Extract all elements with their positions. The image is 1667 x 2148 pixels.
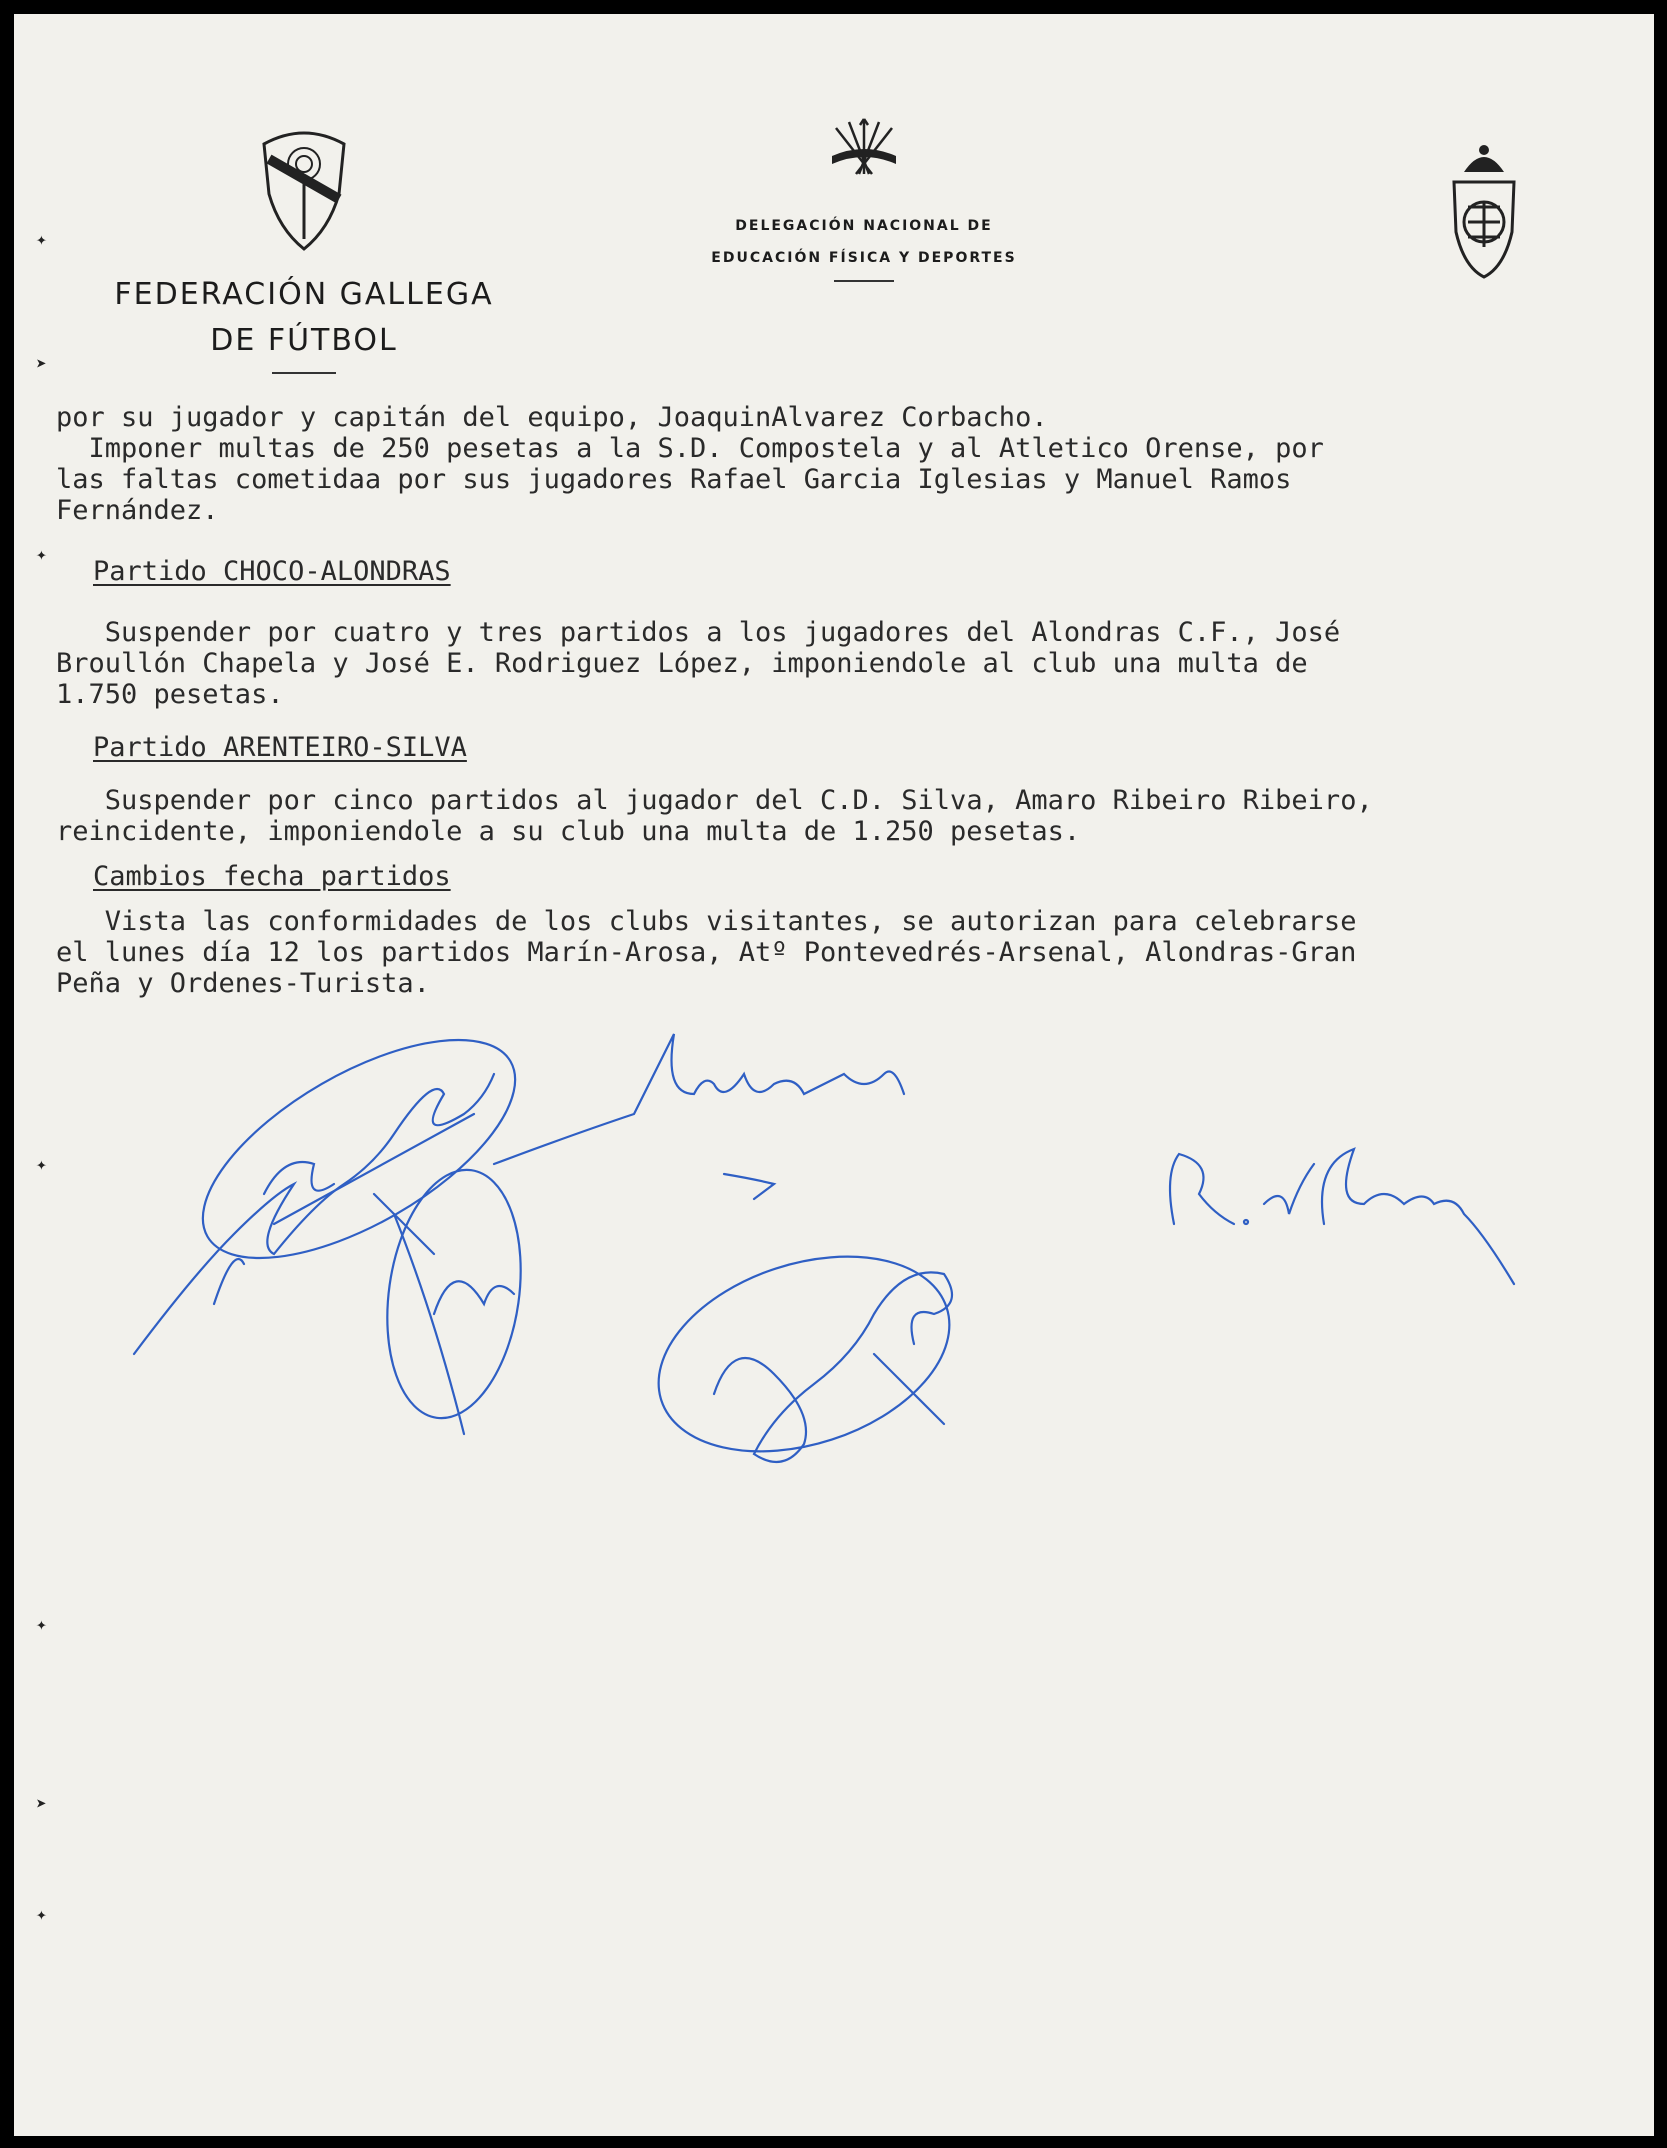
margin-mark: ✦: [36, 1904, 47, 1925]
section-heading-cambios-fecha: Cambios fecha partidos: [93, 861, 451, 892]
text-line: reincidente, imponiendole a su club una multa de 1.250 pesetas.: [56, 816, 1081, 847]
federation-name-line1: FEDERACIÓN GALLEGA: [114, 277, 494, 312]
section-heading-arenteiro-silva: Partido ARENTEIRO-SILVA: [93, 732, 467, 763]
text-line: el lunes día 12 los partidos Marín-Arosa, Atº Pontevedrés-Arsenal, Alondras-Gran: [56, 937, 1357, 968]
federation-name-line2: DE FÚTBOL: [210, 323, 398, 358]
text-line: 1.750 pesetas.: [56, 679, 284, 710]
section-heading-choco-alondras: Partido CHOCO-ALONDRAS: [93, 556, 451, 587]
margin-mark: ✦: [36, 1154, 47, 1175]
text-line: Suspender por cinco partidos al jugador del C.D. Silva, Amaro Ribeiro Ribeiro,: [56, 785, 1373, 816]
text-line: Fernández.: [56, 495, 219, 526]
delegation-line2: EDUCACIÓN FÍSICA Y DEPORTES: [711, 250, 1017, 266]
delegation-line1: DELEGACIÓN NACIONAL DE: [735, 218, 993, 234]
margin-mark: ✦: [36, 544, 47, 565]
text-line: Peña y Ordenes-Turista.: [56, 968, 430, 999]
text-line: Broullón Chapela y José E. Rodriguez López, imponiendole al club una multa de: [56, 648, 1308, 679]
text-line: Imponer multas de 250 pesetas a la S.D. Compostela y al Atletico Orense, por: [56, 433, 1324, 464]
text-line: Vista las conformidades de los clubs visitantes, se autorizan para celebrarse: [56, 906, 1357, 937]
margin-mark: ➤: [36, 354, 47, 375]
margin-mark: ✦: [36, 229, 47, 250]
text-line: Suspender por cuatro y tres partidos a los jugadores del Alondras C.F., José: [56, 617, 1341, 648]
document-page: [14, 14, 1654, 2136]
signature-3: [494, 1034, 904, 1199]
text-line: las faltas cometidaa por sus jugadores Rafael Garcia Iglesias y Manuel Ramos: [56, 464, 1292, 495]
signature-r-de-clean: [1170, 1149, 1514, 1284]
margin-mark: ➤: [36, 1794, 47, 1815]
signature-oval-5: [634, 1222, 975, 1486]
text-line: por su jugador y capitán del equipo, JoaquinAlvarez Corbacho.: [56, 402, 1048, 433]
signature-oval-2: [372, 1161, 536, 1434]
margin-mark: ✦: [36, 1614, 47, 1635]
signatures: [14, 14, 1654, 2136]
